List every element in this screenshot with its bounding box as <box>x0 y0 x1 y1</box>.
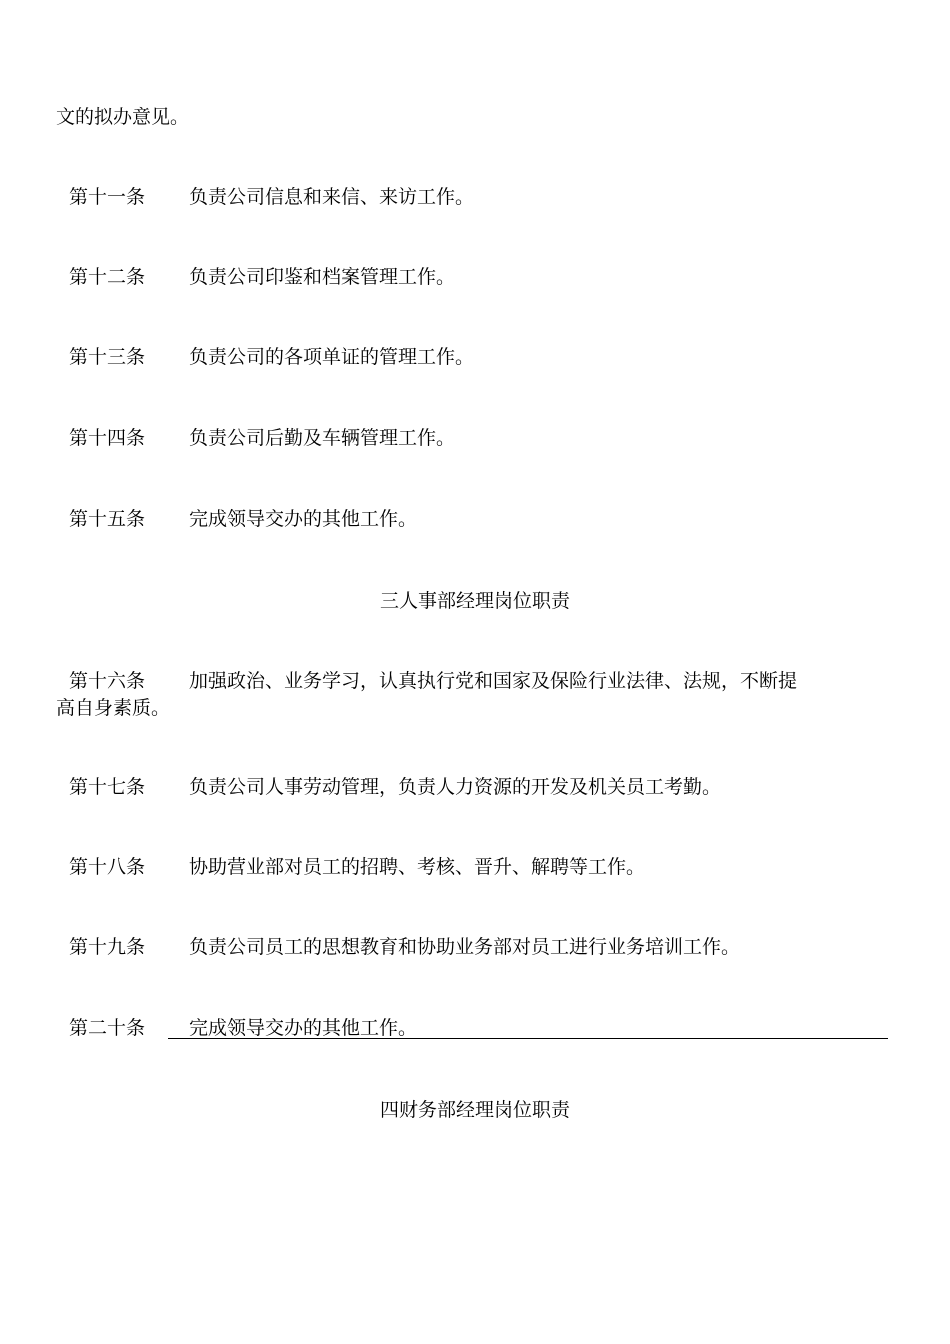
article-text: 负责公司后勤及车辆管理工作。 <box>189 427 456 449</box>
section-heading: 三人事部经理岗位职责 <box>379 590 570 612</box>
section-heading: 四财务部经理岗位职责 <box>379 1099 570 1121</box>
article-number: 第十一条 <box>69 186 146 208</box>
article-number: 第十八条 <box>69 856 146 878</box>
article-text: 完成领导交办的其他工作。 <box>189 1017 418 1039</box>
article-number: 第十四条 <box>69 427 146 449</box>
article-number: 第十六条 <box>69 670 146 692</box>
paragraph-continuation: 文的拟办意见。 <box>56 106 190 128</box>
article-text: 完成领导交办的其他工作。 <box>189 508 418 530</box>
article-number: 第十七条 <box>69 776 146 798</box>
article-number: 第二十条 <box>69 1017 146 1039</box>
article-number: 第十九条 <box>69 936 146 958</box>
underline-rule <box>168 1038 888 1039</box>
article-text-continuation: 高自身素质。 <box>56 697 171 719</box>
article-text: 协助营业部对员工的招聘、考核、晋升、解聘等工作。 <box>189 856 646 878</box>
article-text: 负责公司的各项单证的管理工作。 <box>189 346 475 368</box>
article-text: 负责公司印鉴和档案管理工作。 <box>189 266 456 288</box>
article-text: 负责公司人事劳动管理，负责人力资源的开发及机关员工考勤。 <box>189 776 722 798</box>
article-number: 第十二条 <box>69 266 146 288</box>
article-text: 负责公司员工的思想教育和协助业务部对员工进行业务培训工作。 <box>189 936 741 958</box>
article-number: 第十三条 <box>69 346 146 368</box>
article-text: 加强政治、业务学习，认真执行党和国家及保险行业法律、法规，不断提 <box>189 670 798 692</box>
article-number: 第十五条 <box>69 508 146 530</box>
article-text: 负责公司信息和来信、来访工作。 <box>189 186 475 208</box>
